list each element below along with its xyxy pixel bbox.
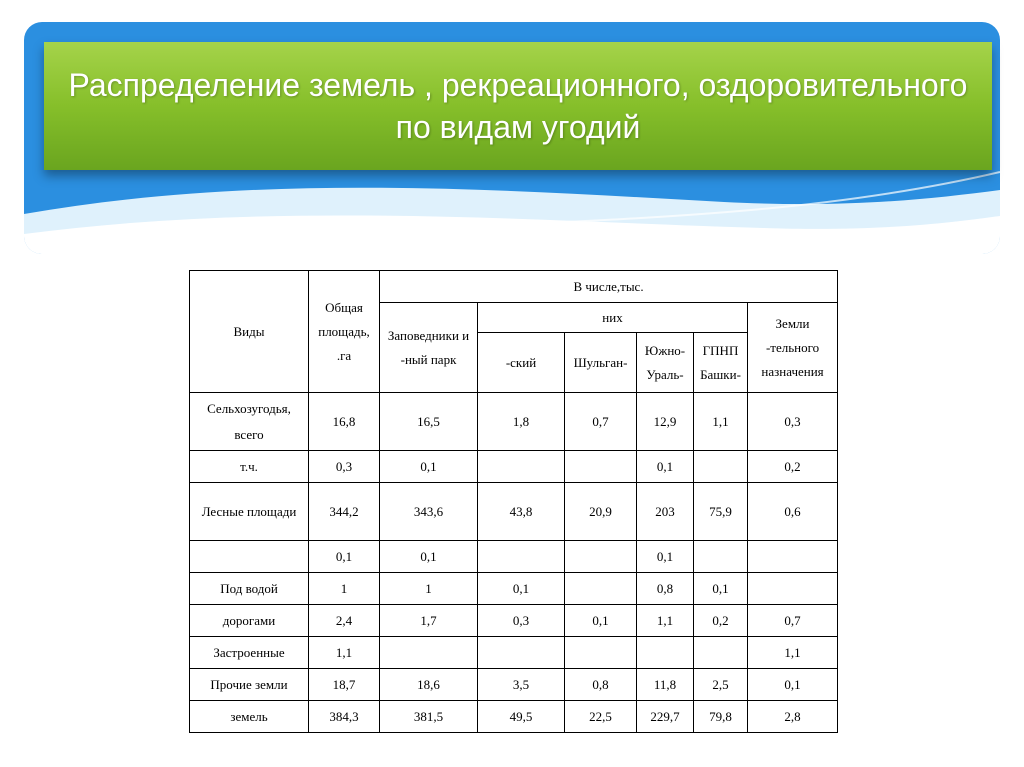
table-cell: 343,6 [380,483,478,541]
table-cell: 49,5 [478,701,565,733]
table-cell: 16,8 [309,393,380,451]
table-cell: 79,8 [694,701,748,733]
table-cell: 0,3 [478,605,565,637]
table-row [190,541,838,573]
row-label: Сельхозугодья, всего [190,393,309,451]
row-label: Лесные площади [190,483,309,541]
table-cell: 18,6 [380,669,478,701]
table-cell: 1,7 [380,605,478,637]
table-cell [565,541,637,573]
table-cell [565,637,637,669]
table-cell [637,637,694,669]
row-label: Застроенные [190,637,309,669]
header-total-area: Общая площадь, .га [309,271,380,393]
table-cell: 384,3 [309,701,380,733]
row-label: т.ч. [190,451,309,483]
table-cell: 0,1 [380,451,478,483]
table-cell [565,451,637,483]
header-iz-nikh: них [478,303,748,333]
title-bar [44,42,992,170]
table-cell [380,637,478,669]
table-cell: 0,2 [748,451,838,483]
table-row [190,669,838,701]
table-cell: 0,3 [748,393,838,451]
table-cell: 43,8 [478,483,565,541]
table-cell: 12,9 [637,393,694,451]
table-cell: 0,8 [637,573,694,605]
row-label: Прочие земли [190,669,309,701]
table-cell: 203 [637,483,694,541]
table-cell: 381,5 [380,701,478,733]
table-cell: 344,2 [309,483,380,541]
table-cell [478,451,565,483]
table-cell [748,541,838,573]
table-cell: 1 [380,573,478,605]
table-cell: 1,1 [694,393,748,451]
table-cell [478,637,565,669]
table-cell: 75,9 [694,483,748,541]
table-cell: 22,5 [565,701,637,733]
header-zapovedniki: Заповедники и -ный парк [380,303,478,393]
table-cell: 0,1 [748,669,838,701]
header-skiy: -ский [478,333,565,393]
table-cell: 0,1 [694,573,748,605]
table-cell: 11,8 [637,669,694,701]
table-row [190,637,838,669]
table-cell: 0,6 [748,483,838,541]
table-cell: 2,5 [694,669,748,701]
table-row [190,393,838,451]
table-row [190,605,838,637]
table-row [190,451,838,483]
table-cell: 0,3 [309,451,380,483]
table-cell: 0,7 [748,605,838,637]
table-cell: 1,8 [478,393,565,451]
header-including: В числе,тыс. [380,271,838,303]
table-cell: 0,1 [478,573,565,605]
header-shulgan: Шульган- [565,333,637,393]
title-line-1: Распределение земель , рекреационного, оздоровительного [68,67,968,103]
table-cell: 18,7 [309,669,380,701]
row-label: Под водой [190,573,309,605]
table-cell: 1 [309,573,380,605]
table-cell: 0,1 [637,541,694,573]
table-cell: 0,8 [565,669,637,701]
row-label: земель [190,701,309,733]
header-gpnp: ГПНП Башки- [694,333,748,393]
table-cell: 1,1 [748,637,838,669]
table-cell: 0,1 [637,451,694,483]
table-cell: 1,1 [309,637,380,669]
title-line-2: по видам угодий [395,109,641,145]
table-cell [694,541,748,573]
header-vidy: Виды [190,271,309,393]
table-cell: 3,5 [478,669,565,701]
table-cell [478,541,565,573]
table-cell: 0,1 [565,605,637,637]
table-row [190,701,838,733]
table-cell: 2,8 [748,701,838,733]
table-cell [694,637,748,669]
table-cell [565,573,637,605]
table-cell: 1,1 [637,605,694,637]
table-cell: 2,4 [309,605,380,637]
table-cell: 0,2 [694,605,748,637]
table-cell [748,573,838,605]
table-cell: 229,7 [637,701,694,733]
table-cell: 0,1 [309,541,380,573]
table-row [190,573,838,605]
table-cell: 20,9 [565,483,637,541]
row-label [190,541,309,573]
table-cell [694,451,748,483]
table-cell: 16,5 [380,393,478,451]
table-row [190,483,838,541]
table-cell: 0,1 [380,541,478,573]
row-label: дорогами [190,605,309,637]
header-yuzhno-ural: Южно-Ураль- [637,333,694,393]
table-cell: 0,7 [565,393,637,451]
land-distribution-table [189,270,838,733]
header-zemli: Земли -тельного назначения [748,303,838,393]
header-row-1 [190,271,838,303]
